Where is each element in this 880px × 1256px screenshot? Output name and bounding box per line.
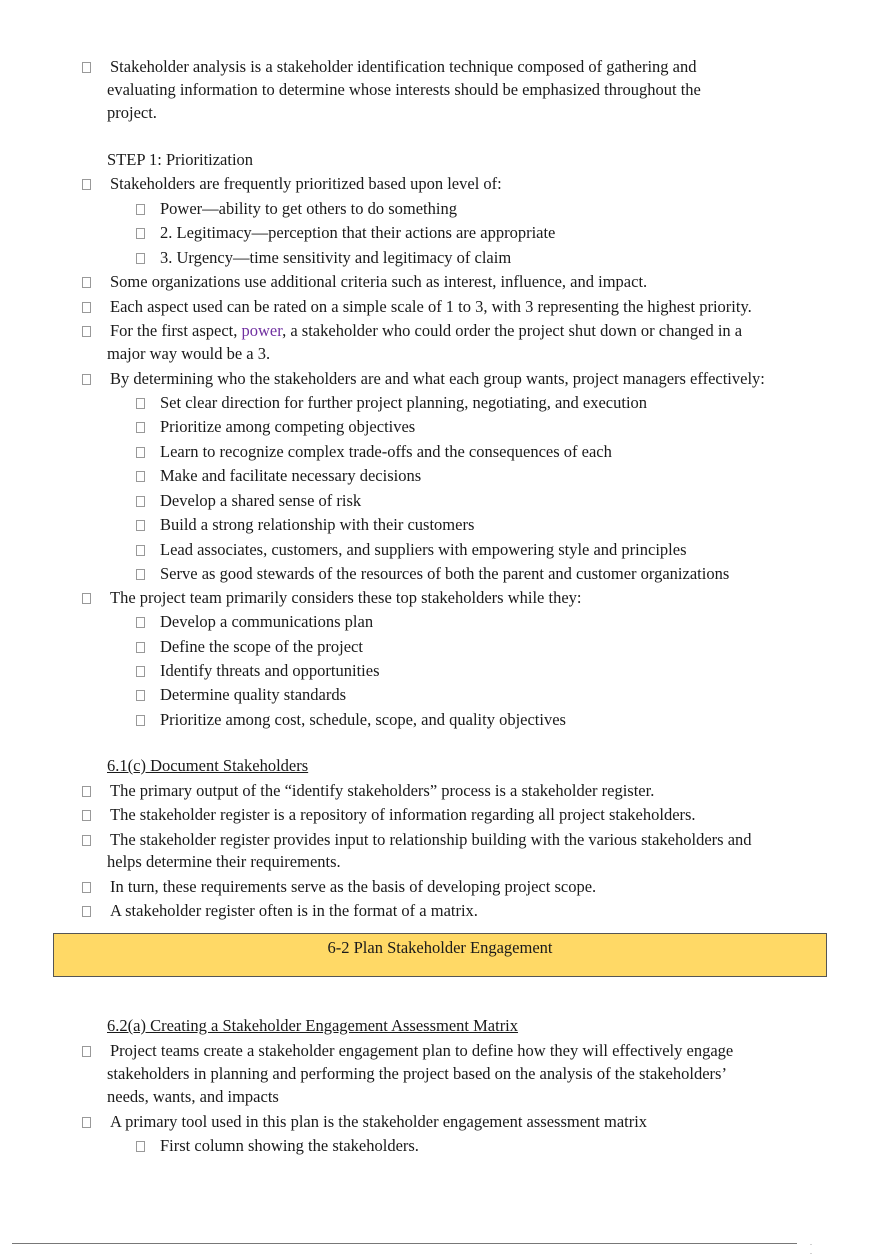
bullet-icon [136, 569, 145, 580]
footer-divider [12, 1243, 797, 1244]
bullet-icon [136, 422, 145, 433]
bullet-icon [82, 1046, 91, 1057]
bullet-icon [136, 447, 145, 458]
bullet-icon [136, 666, 145, 677]
banner-title: 6-2 Plan Stakeholder Engagement [327, 938, 553, 957]
bullet-icon [136, 1141, 145, 1152]
bullet-icon [82, 179, 91, 190]
bullet-icon [82, 374, 91, 385]
bullet-icon [136, 496, 145, 507]
bullet-icon [136, 253, 145, 264]
bullet-icon [136, 545, 145, 556]
bullet-icon [136, 228, 145, 239]
bullet-icon [136, 715, 145, 726]
bullet-icon [82, 62, 91, 73]
bullet-icon [136, 398, 145, 409]
bullet-icon [82, 593, 91, 604]
bullet-icon [82, 277, 91, 288]
bullet-icon [82, 906, 91, 917]
section-banner [53, 933, 827, 977]
bullet-icon [136, 520, 145, 531]
bullet-icon [82, 1117, 91, 1128]
bullet-icon [136, 690, 145, 701]
document-page: Stakeholder analysis is a stakeholder identification technique composed of gathering and evaluating information to determine whose interests should be emphasized throughout the project. STEP 1: Prioritization Stakeholders are frequently prioritized based upon level of: Power—ability to get others to do something 2. Legitimacy—perception that their actions are appropriate 3. Urgency—time sensitivity and legitimacy of claim Some organizations use additional criteria such as interest, influence, and impact. Each aspect used can be rated on a simple scale of 1 to 3, with 3 representing the highest priority. For the first aspect, power, a stakeholder who could order the project shut down or changed in a major way would be a 3. By determining who the stakeholders are and what each group wants, project managers effectively: Set clear direction for further project planning, negotiating, and execution Prioritize among competing objectives Learn to recognize complex trade-offs and the consequences of each Make and facilitate necessary decisions Develop a shared sense of risk Build a strong relationship with their customers Lead associates, customers, and suppliers with empowering style and principles Serve as good stewards of the resources of both the parent and customer organizations The project team primarily considers these top stakeholders while they: Develop a communications plan Define the scope of the project Identify threats and opportunities Determine quality standards Prioritize among cost, schedule, scope, and quality objectives 6.1(c) Document Stakeholders The primary output of the “identify stakeholders” process is a stakeholder register. The stakeholder register is a repository of information regarding all project stakeholders. The stakeholder register provides input to relationship building with the various stakeholders and helps determine their requirements. In turn, these requirements serve as the basis of developing project scope. A stakeholder register often is in the format of a matrix. 6-2 Plan Stakeholder Engagement 6.2(a) Creating a Stakeholder Engagement Assessment Matrix Project teams create a stakeholder engagement plan to define how they will effectively engage stakeholders in planning and performing the project based on the analysis of the stakeholders’ needs, wants, and impacts A primary tool used in this plan is the stakeholder engagement assessment matrix First column showing the stakeholders. . . [0, 0, 880, 1247]
bullet-icon [82, 810, 91, 821]
bullet-icon [82, 302, 91, 313]
bullet-icon [82, 786, 91, 797]
bullet-icon [136, 204, 145, 215]
bullet-icon [136, 642, 145, 653]
highlighted-term: power [241, 321, 283, 340]
bullet-icon [82, 326, 91, 337]
bullet-icon [136, 471, 145, 482]
footer-marks: . . [810, 1238, 838, 1256]
bullet-icon [82, 835, 91, 846]
bullet-icon [136, 617, 145, 628]
bullet-icon [82, 882, 91, 893]
